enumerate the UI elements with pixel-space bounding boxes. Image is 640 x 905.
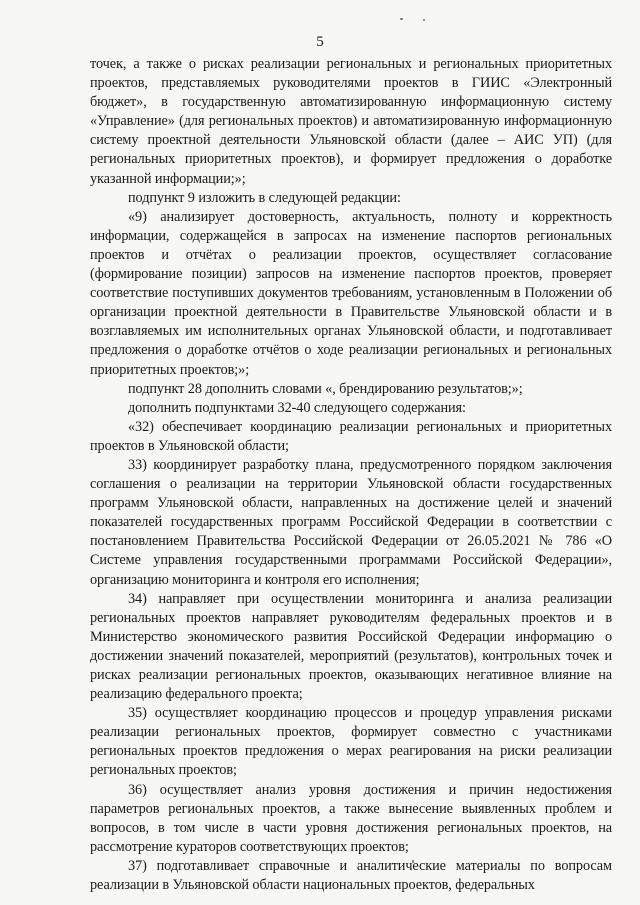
paragraph-subpoint-28: подпункт 28 дополнить словами «, брендированию результатов;»; bbox=[128, 380, 523, 397]
paragraph-item-34: 34) направляет при осуществлении мониторинга и анализа реализации региональных проектов направляет руководителям федеральных проектов и в Министерство экономического развития Российской Федерации информацию о достижении значений показателей, мероприятий (результатов), контрольных точек и рисках реализации региональных проектов, оказывающих негативное влияние на реализацию федерального проекта; bbox=[90, 590, 612, 703]
paragraph-continuation: точек, а также о рисках реализации региональных и региональных приоритетных проектов, представляемых руководителями проектов в ГИИС «Электронный бюджет», в государственную автоматизированную информационную систему «Управление» (для региональных проектов) и автоматизированную информационную систему проектной деятельности Ульяновской области (далее – АИС УП) (для региональных приоритетных проектов), и формирует предложения о доработке указанной информации;»; bbox=[90, 56, 612, 187]
paragraph-item-32: «32) обеспечивает координацию реализации региональных и приоритетных проектов в Ульяновской области; bbox=[90, 418, 612, 454]
page-number: 5 bbox=[316, 34, 324, 50]
paragraph-subpoint-9-intro: подпункт 9 изложить в следующей редакции: bbox=[128, 189, 401, 206]
paragraph-item-33: 33) координирует разработку плана, предусмотренного порядком заключения соглашения о реализации на территории Ульяновской области государственных программ Ульяновской области, направленных на достижение целей и значений показателей государственных программ Российской Федерации в соответствии с постановлением Правительства Российской Федерации от 26.05.2021 № 786 «О Системе управления государственными программами Российской Федерации», организацию мониторинга и контроля его исполнения; bbox=[90, 456, 612, 588]
paragraph-item-36: 36) осуществляет анализ уровня достижения и причин недостижения параметров региональных проектов, а также вынесение выявленных проблем и вопросов, в том числе в части уровня достижения региональных проектов, на рассмотрение кураторов соответствующих проектов; bbox=[90, 781, 612, 855]
paragraph-item-9: «9) анализирует достоверность, актуальность, полноту и корректность информации, содержащейся в запросах на изменение паспортов региональных проектов и отчётах о реализации проектов, осуществляет согласование (формирование позиции) запросов на изменение паспортов проектов, проверяет соответствие поступивших документов требованиям, установленным в Положении об организации проектной деятельности в Правительстве Ульяновской области и в возглавляемых им исполнительных органах Ульяновской области, и подготавливает предложения о доработке отчётов о ходе реализации региональных и региональных приоритетных проектов;»; bbox=[90, 208, 612, 378]
paragraph-item-35: 35) осуществляет координацию процессов и процедур управления рисками реализации региональных проектов, формирует совместно с участниками региональных проектов предложения о мерах реагирования на риски реализации региональных проектов; bbox=[90, 705, 612, 779]
scan-speck bbox=[400, 18, 403, 20]
scan-speck bbox=[423, 19, 425, 21]
document-body bbox=[90, 55, 612, 895]
paragraph-add-subpoints: дополнить подпунктами 32-40 следующего содержания: bbox=[128, 399, 466, 416]
paragraph-item-37: 37) подготавливает справочные и аналитические материалы по вопросам реализации в Ульяновской области национальных проектов, федеральных bbox=[90, 857, 612, 894]
